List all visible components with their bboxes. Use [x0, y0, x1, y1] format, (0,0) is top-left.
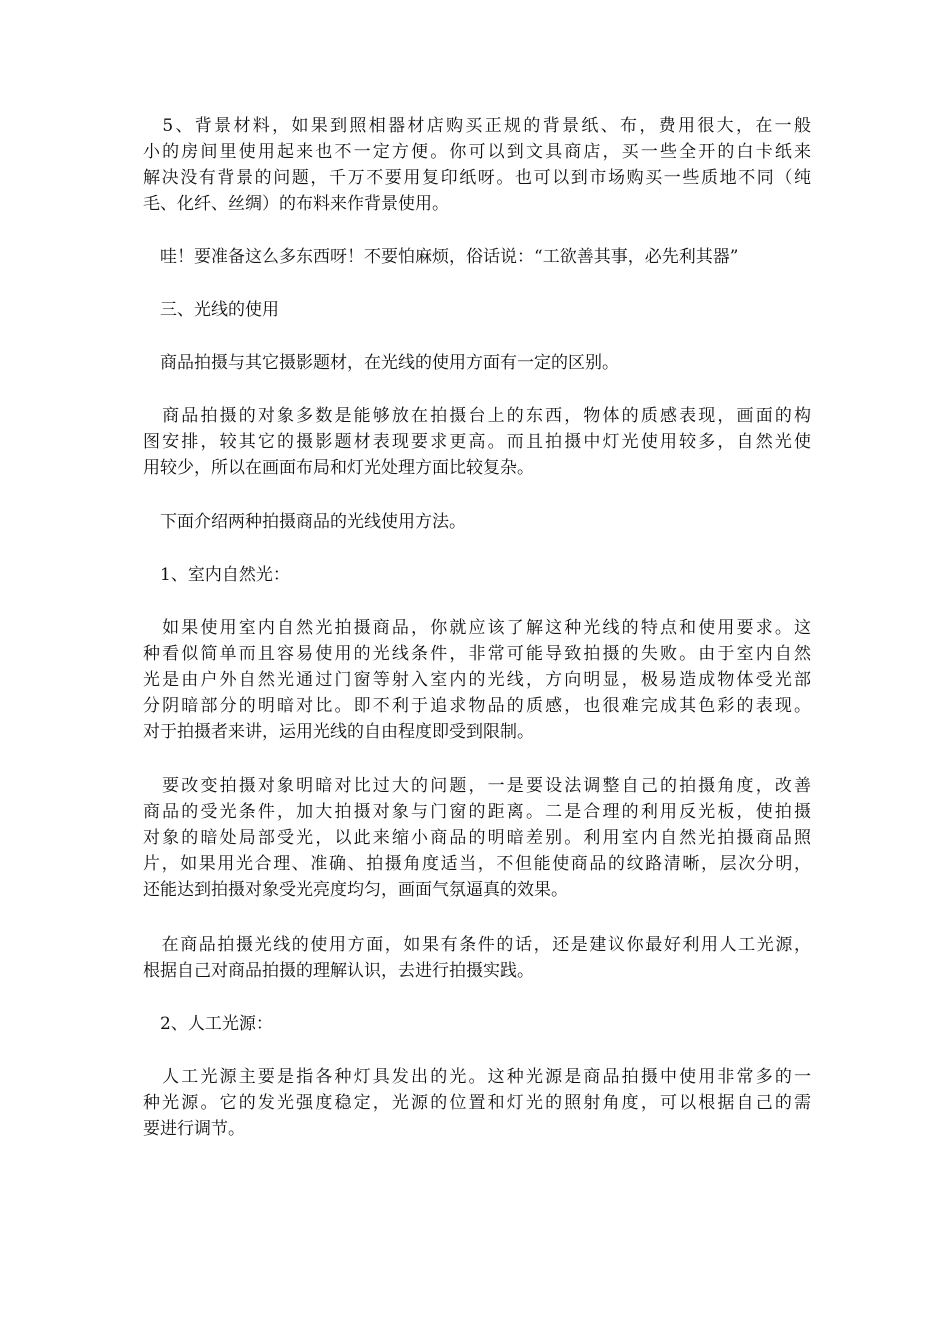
text-line: 如果使用室内自然光拍摄商品，你就应该了解这种光线的特点和使用要求。这 — [143, 618, 811, 638]
text-line: 商品拍摄与其它摄影题材，在光线的使用方面有一定的区别。 — [143, 353, 619, 373]
text-line: 2、人工光源： — [143, 1014, 273, 1034]
text-line: 种看似简单而且容易使用的光线条件，非常可能导致拍摄的失败。由于室内自然 — [143, 644, 811, 664]
paragraph-exclamation — [143, 244, 811, 270]
text-line: 毛、化纤、丝绸）的布料来作背景使用。 — [143, 194, 449, 214]
paragraph-difference — [143, 350, 811, 376]
text-line: 片，如果用光合理、准确、拍摄角度适当，不但能使商品的纹路清晰，层次分明， — [143, 854, 811, 874]
subheading-indoor-natural-light — [143, 562, 811, 588]
text-line: 1、室内自然光： — [143, 565, 290, 585]
text-line: 用较少，所以在画面布局和灯光处理方面比较复杂。 — [143, 458, 534, 478]
text-line: 分阴暗部分的明暗对比。即不利于追求物品的质感，也很难完成其色彩的表现。 — [143, 696, 811, 716]
text-line: 要改变拍摄对象明暗对比过大的问题，一是要设法调整自己的拍摄角度，改善 — [143, 776, 811, 796]
text-line: 解决没有背景的问题，千万不要用复印纸呀。也可以到市场购买一些质地不同（纯 — [143, 168, 811, 188]
text-line: 小的房间里使用起来也不一定方便。你可以到文具商店，买一些全开的白卡纸来 — [143, 142, 811, 162]
text-line: 根据自己对商品拍摄的理解认识，去进行拍摄实践。 — [143, 961, 534, 981]
text-line: 要进行调节。 — [143, 1119, 245, 1139]
paragraph-two-methods — [143, 509, 811, 535]
text-line: 哇！要准备这么多东西呀！不要怕麻烦，俗话说：“工欲善其事，必先利其器” — [143, 247, 739, 267]
paragraph-artificial-recommendation — [143, 932, 811, 984]
text-line: 对于拍摄者来讲，运用光线的自由程度即受到限制。 — [143, 722, 534, 742]
text-line: 图安排，较其它的摄影题材表现要求更高。而且拍摄中灯光使用较多，自然光使 — [143, 432, 811, 452]
text-line: 在商品拍摄光线的使用方面，如果有条件的话，还是建议你最好利用人工光源， — [143, 935, 811, 955]
subheading-artificial-light — [143, 1011, 811, 1037]
text-line: 商品的受光条件，加大拍摄对象与门窗的距离。二是合理的利用反光板，使拍摄 — [143, 802, 811, 822]
paragraph-background-materials — [143, 113, 811, 217]
text-line: 对象的暗处局部受光，以此来缩小商品的明暗差别。利用室内自然光拍摄商品照 — [143, 828, 811, 848]
text-line: 商品拍摄的对象多数是能够放在拍摄台上的东西，物体的质感表现，画面的构 — [143, 406, 811, 426]
text-line: 人工光源主要是指各种灯具发出的光。这种光源是商品拍摄中使用非常多的一 — [143, 1067, 811, 1087]
section-heading-light-usage — [143, 297, 811, 323]
paragraph-artificial-light — [143, 1064, 811, 1142]
paragraph-product-subjects — [143, 403, 811, 481]
paragraph-indoor-natural-light — [143, 615, 811, 745]
text-line: 还能达到拍摄对象受光亮度均匀，画面气氛逼真的效果。 — [143, 880, 568, 900]
text-line: 光是由户外自然光通过门窗等射入室内的光线，方向明显，极易造成物体受光部 — [143, 670, 811, 690]
text-line: 下面介绍两种拍摄商品的光线使用方法。 — [143, 512, 466, 532]
text-line: 三、光线的使用 — [143, 300, 279, 320]
paragraph-contrast-solution — [143, 773, 811, 903]
text-line: 种光源。它的发光强度稳定，光源的位置和灯光的照射角度，可以根据自己的需 — [143, 1093, 811, 1113]
text-line: 5、背景材料，如果到照相器材店购买正规的背景纸、布，费用很大，在一般 — [143, 116, 811, 136]
